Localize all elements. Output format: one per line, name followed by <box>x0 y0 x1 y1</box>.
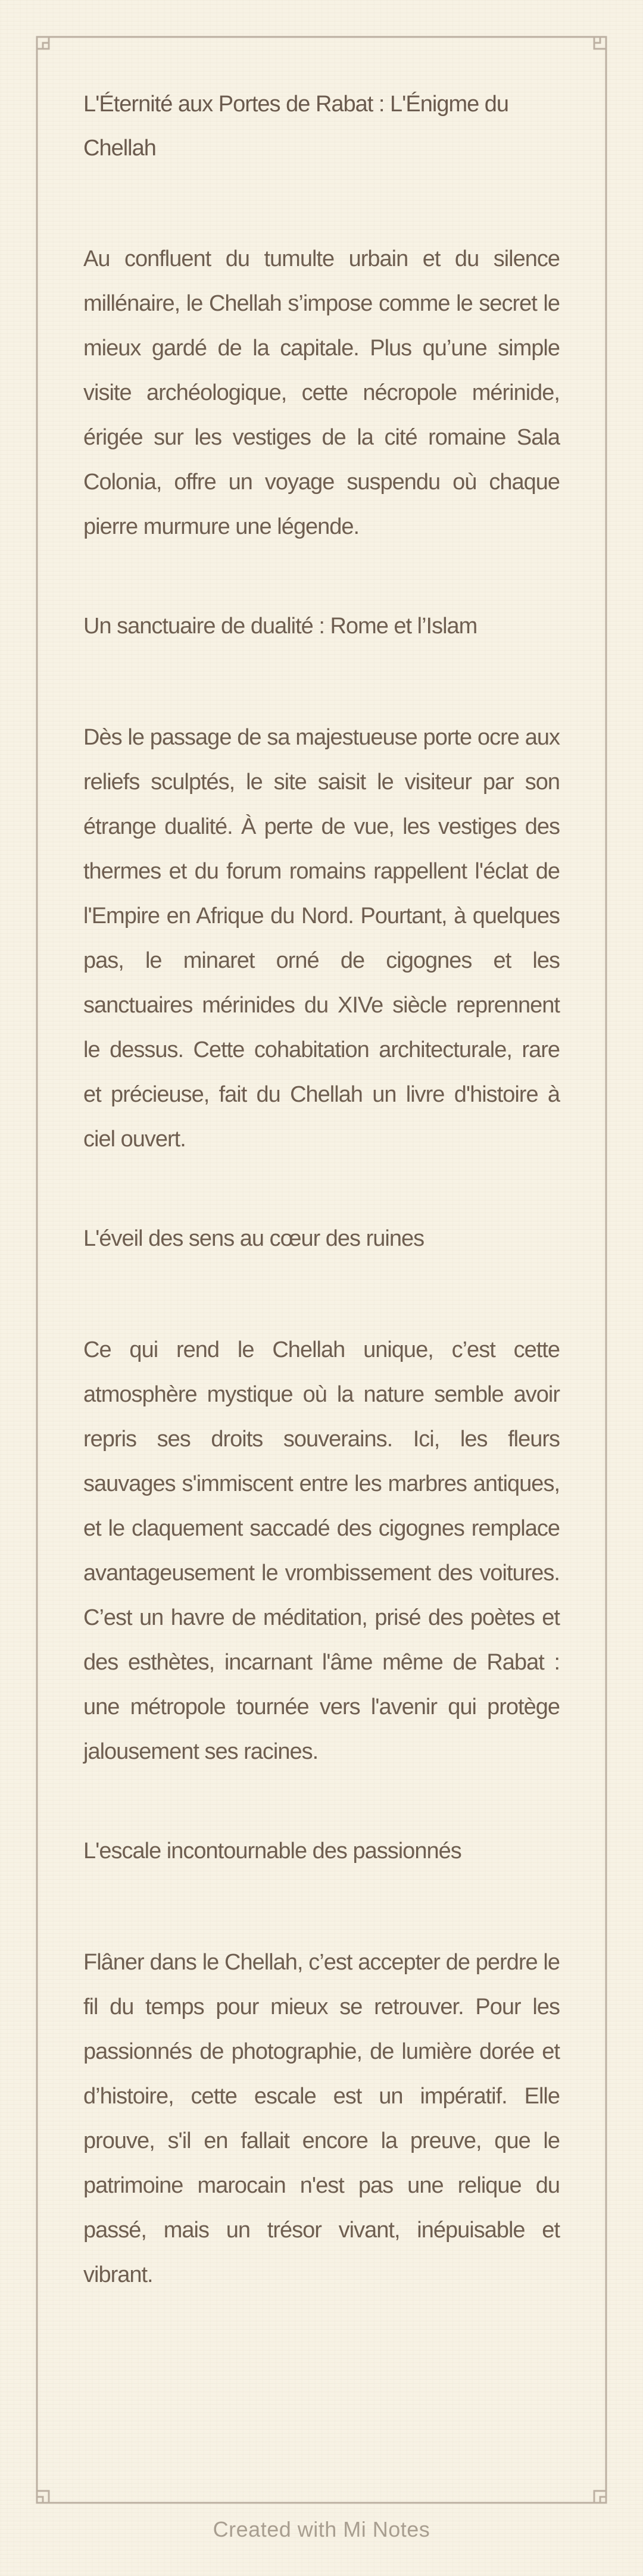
note-heading-escale: L'escale incontournable des passionnés <box>83 1839 461 1864</box>
note-title: L'Éternité aux Portes de Rabat : L'Énigme du Chellah <box>83 92 509 161</box>
frame-corner-bottom-right <box>594 2491 606 2503</box>
note-content <box>83 82 560 2297</box>
note-heading-senses: L'éveil des sens au cœur des ruines <box>83 1226 424 1251</box>
note-paragraph-escale: Flâner dans le Chellah, c’est accepter de perdre le fil du temps pour mieux se retrouver. Pour les passionnés de photographie, de lumière dorée et d’histoire, cette escale est un impératif. Elle prouve, s'il en fallait encore la preuve, que le patrimoine marocain n'est pas une relique du passé, mais un trésor vivant, inépuisable et vibrant. <box>83 1950 560 2287</box>
footer-branding: Created with Mi Notes <box>213 2517 430 2541</box>
frame-corner-bottom-left <box>37 2491 49 2503</box>
note-paragraph-intro: Au confluent du tumulte urbain et du silence millénaire, le Chellah s’impose comme le secret le mieux gardé de la capitale. Plus qu’une simple visite archéologique, cette nécropole mérinide, érigée sur les vestiges de la cité romaine Sala Colonia, offre un voyage suspendu où chaque pierre murmure une légende. <box>83 246 560 539</box>
frame-corner-top-left <box>37 37 49 49</box>
note-heading-duality: Un sanctuaire de dualité : Rome et l’Islam <box>83 614 477 639</box>
frame-corner-top-right <box>594 37 606 49</box>
note-paragraph-senses: Ce qui rend le Chellah unique, c’est cette atmosphère mystique où la nature semble avoir repris ses droits souverains. Ici, les fleurs sauvages s'immiscent entre les marbres antiques, et le claquement saccadé des cigognes remplace avantageusement le vrombissement des voitures. C’est un havre de méditation, prisé des poètes et des esthètes, incarnant l'âme même de Rabat : une métropole tournée vers l'avenir qui protège jalousement ses racines. <box>83 1337 560 1764</box>
note-paragraph-duality: Dès le passage de sa majestueuse porte ocre aux reliefs sculptés, le site saisit le visiteur par son étrange dualité. À perte de vue, les vestiges des thermes et du forum romains rappellent l'éclat de l'Empire en Afrique du Nord. Pourtant, à quelques pas, le minaret orné de cigognes et les sanctuaires mérinides du XIVe siècle reprennent le dessus. Cette cohabitation architecturale, rare et précieuse, fait du Chellah un livre d'histoire à ciel ouvert. <box>83 725 560 1152</box>
